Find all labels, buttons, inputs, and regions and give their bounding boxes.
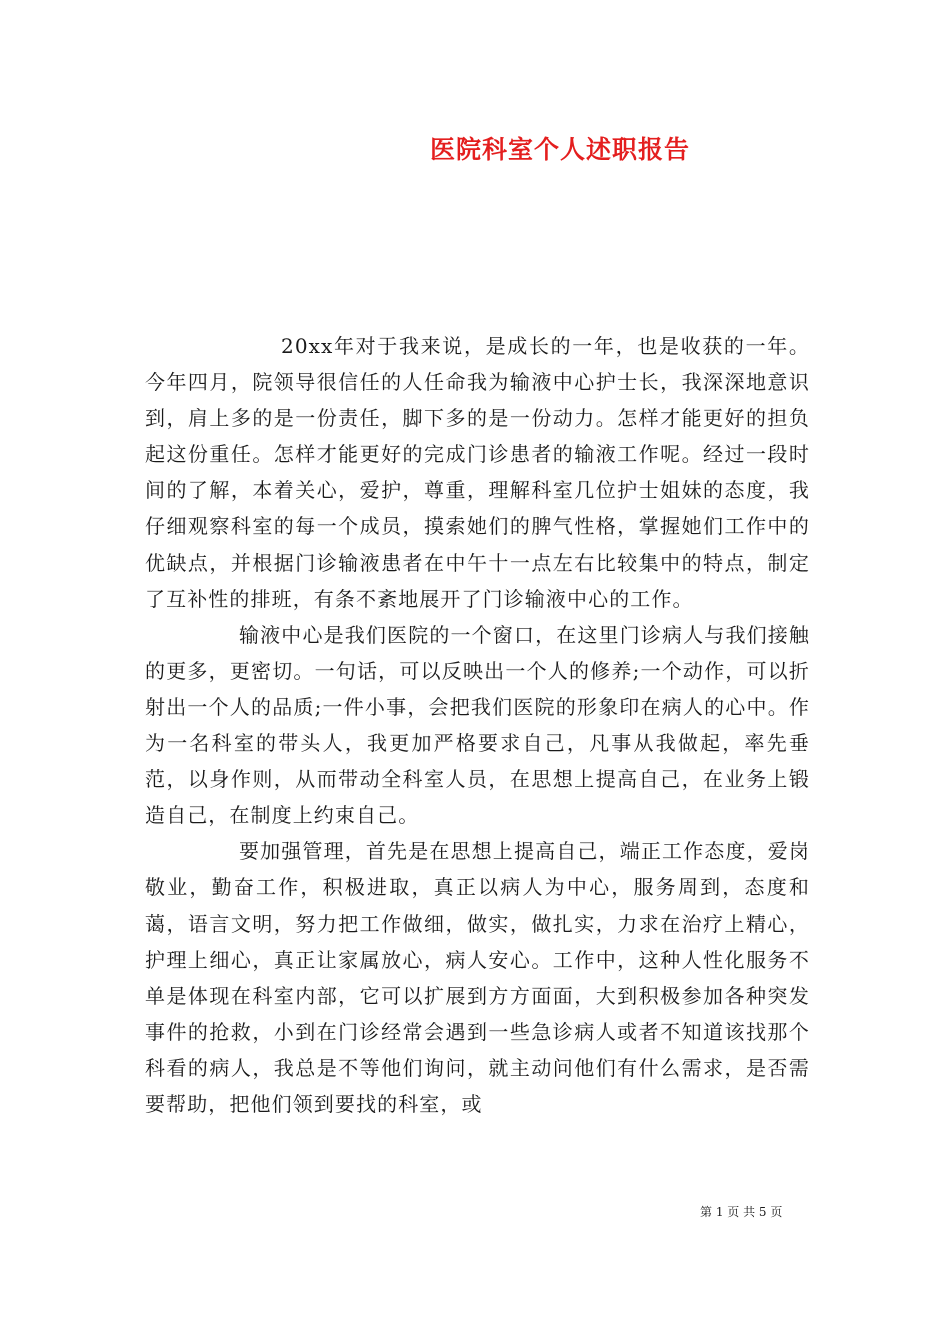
document-body	[145, 328, 810, 1122]
page-number-footer: 第 1 页 共 5 页	[700, 1205, 783, 1219]
paragraph-1: 20xx年对于我来说，是成长的一年，也是收获的一年。今年四月，院领导很信任的人任命我为输液中心护士长，我深深地意识到，肩上多的是一份责任，脚下多的是一份动力。怎样才能更好的担负起这份重任。怎样才能更好的完成门诊患者的输液工作呢。经过一段时间的了解，本着关心，爱护，尊重，理解科室几位护士姐妹的态度，我仔细观察科室的每一个成员，摸索她们的脾气性格，掌握她们工作中的优缺点，并根据门诊输液患者在中午十一点左右比较集中的特点，制定了互补性的排班，有条不紊地展开了门诊输液中心的工作。	[145, 334, 810, 611]
paragraph-2: 输液中心是我们医院的一个窗口，在这里门诊病人与我们接触的更多，更密切。一句话，可以反映出一个人的修养;一个动作，可以折射出一个人的品质;一件小事，会把我们医院的形象印在病人的心中。作为一名科室的带头人，我更加严格要求自己，凡事从我做起，率先垂范，以身作则，从而带动全科室人员，在思想上提高自己，在业务上锻造自己，在制度上约束自己。	[145, 622, 810, 828]
document-title: 医院科室个人述职报告	[430, 135, 691, 164]
paragraph-3: 要加强管理，首先是在思想上提高自己，端正工作态度，爱岗敬业，勤奋工作，积极进取，真正以病人为中心，服务周到，态度和蔼，语言文明，努力把工作做细，做实，做扎实，力求在治疗上精心，护理上细心，真正让家属放心，病人安心。工作中，这种人性化服务不单是体现在科室内部，它可以扩展到方方面面，大到积极参加各种突发事件的抢救，小到在门诊经常会遇到一些急诊病人或者不知道该找那个科看的病人，我总是不等他们询问，就主动问他们有什么需求，是否需要帮助，把他们领到要找的科室，或	[145, 839, 810, 1116]
